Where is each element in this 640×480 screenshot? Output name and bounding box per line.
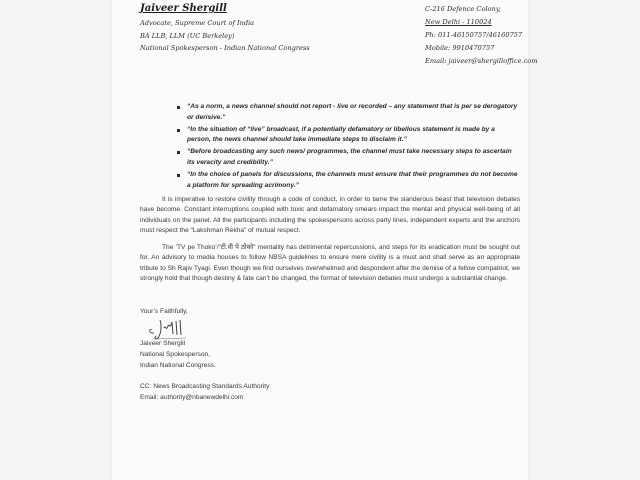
email-line: Email: jaiveer@shergilloffice.com [425, 57, 538, 65]
list-item: “Before broadcasting any such news/ programmes, the channel must take necessary steps to ascertain its veracity and credibility.” [176, 147, 518, 168]
address-line: C-216 Defence Colony, [425, 5, 501, 13]
signatory-name: Jaiveer Shergill [140, 340, 186, 347]
credential-line: National Spokesperson - Indian National Congress [140, 44, 310, 52]
list-item: “In the choice of panels for discussions, the channels must ensure that their programmes do not become a platform for spreading acrimony.” [176, 170, 518, 191]
signatory-organization: Indian National Congress. [140, 362, 216, 369]
mobile-line: Mobile: 9910470757 [425, 44, 495, 52]
signatory-title: National Spokesperson, [140, 351, 211, 358]
address-line: New Delhi - 110024 [425, 18, 492, 26]
guideline-list [176, 102, 518, 193]
cc-line: CC: News Broadcasting Standards Authority [140, 383, 270, 390]
credential-line: Advocate, Supreme Court of India [140, 19, 255, 27]
letter-sheet [112, 0, 528, 480]
list-item: “In the situation of “live” broadcast, if a potentially defamatory or libellous statement is made by a person, the news channel should take immediate steps to disclaim it.” [176, 125, 518, 146]
phone-line: Ph: 011-46150757/46160757 [425, 31, 523, 39]
cc-email: Email: authority@nbanewdelhi.com [140, 394, 244, 401]
letterhead-name: Jaiveer Shergill [140, 3, 227, 14]
list-item: “As a norm, a news channel should not report - live or recorded – any statement that is per se derogatory or derisive.” [176, 102, 518, 123]
body-paragraph: The ‘TV pe Thoko’/“टी.वी पे ठोको” mentality has detrimental repercussions, and steps for its eradication must be sought out for. An advisory to media houses to follow NBSA guidelines to ensure mere civility is a must and shall serve as an appropriate tribute to Sh Rajiv Tyagi. Even though we find ourselves overwhelmed and despondent after the demise of a fellow compatriot, we strongly hold that though destiny & fate can’t be changed, the format of television debates must undergo a substantial change. [140, 244, 520, 283]
signature-image [146, 316, 190, 342]
credential-line: BA LLB, LLM (UC Berkeley) [140, 32, 235, 40]
salutation: Your’s Faithfully, [140, 308, 188, 315]
body-paragraph: It is imperative to restore civility through a code of conduct, in order to tame the slanderous beast that television debates have become. Constant interruptions coupled with toxic and defamatory smears impact the mental and physical well-being of all individuals on the panel. All the participants including the spokespersons across party lines, independent experts and the anchors must respect the “Lakshman Rekha” of mutual respect. [140, 196, 520, 235]
